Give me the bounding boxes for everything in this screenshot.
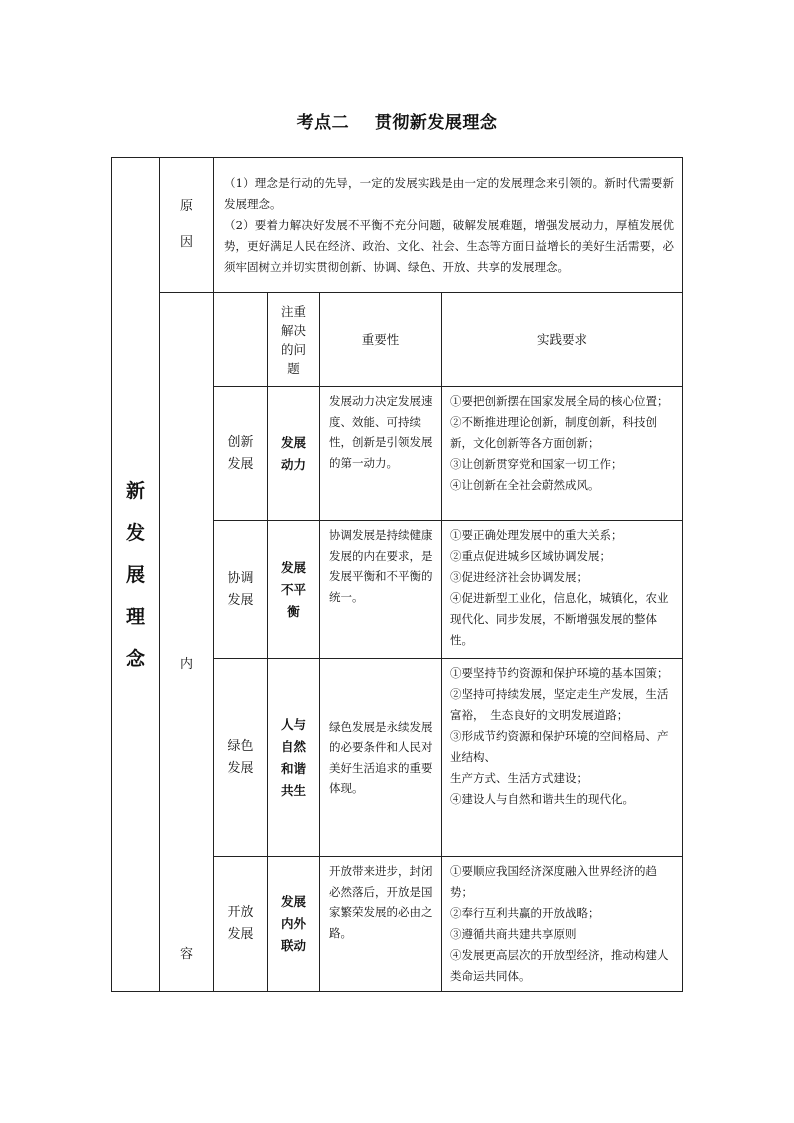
- requirement-item: ①要正确处理发展中的重大关系；: [450, 528, 623, 542]
- row-problem: [268, 387, 320, 521]
- requirement-item: ④让创新在全社会蔚然成风。: [450, 478, 600, 492]
- row-importance: 开放带来进步，封闭必然落后，开放是国家繁荣发展的必由之路。: [320, 857, 442, 992]
- row-category: [214, 659, 268, 857]
- row-importance: 发展动力决定发展速度、效能、可持续性，创新是引领发展的第一动力。: [320, 387, 442, 521]
- row-problem-text: 发展不平衡: [280, 559, 306, 619]
- vertical-label-char: 理: [125, 605, 145, 628]
- reason-label: [160, 158, 214, 293]
- header-requirements: 实践要求: [442, 293, 683, 387]
- row-category-text: 协调发展: [227, 570, 254, 608]
- requirement-item: ④发展更高层次的开放型经济，推动构建人类命运共同体。: [450, 948, 669, 983]
- reason-label-top: 原: [179, 199, 193, 214]
- new-development-concept-label: [112, 158, 160, 992]
- requirement-item: ②不断推进理论创新，制度创新，科技创新，文化创新等各方面创新；: [450, 415, 657, 450]
- concept-table: [111, 157, 683, 992]
- row-problem: [268, 857, 320, 992]
- requirement-item: ④建设人与自然和谐共生的现代化。: [450, 792, 634, 806]
- requirement-item: ②重点促进城乡区域协调发展；: [450, 549, 611, 563]
- requirement-item: ③让创新贯穿党和国家一切工作；: [450, 457, 623, 471]
- content-label-top: 内: [179, 657, 193, 672]
- row-importance: [320, 659, 442, 857]
- requirement-item: ①要顺应我国经济深度融入世界经济的趋势；: [450, 864, 657, 899]
- content-label: [160, 293, 214, 992]
- reason-label-bottom: 因: [179, 235, 193, 250]
- row-requirements: [442, 387, 683, 521]
- row-category-text: 创新发展: [227, 434, 254, 472]
- row-category: [214, 521, 268, 659]
- vertical-label-char: 念: [125, 647, 145, 670]
- header-importance: 重要性: [320, 293, 442, 387]
- requirement-item: ②奉行互利共赢的开放战略；: [450, 906, 600, 920]
- content-header-row: [112, 293, 683, 387]
- reason-row: [112, 158, 683, 293]
- requirement-item: ①要把创新摆在国家发展全局的核心位置；: [450, 394, 669, 408]
- row-category: [214, 857, 268, 992]
- requirement-item: ①要坚持节约资源和保护环境的基本国策；: [450, 666, 669, 680]
- vertical-label-char: 新: [125, 479, 145, 502]
- requirement-item: ③遵循共商共建共享原则: [450, 927, 577, 941]
- row-category-text: 绿色发展: [227, 738, 254, 776]
- row-problem: [268, 659, 320, 857]
- content-label-bottom: 容: [179, 947, 193, 962]
- header-problem: [268, 293, 320, 387]
- row-problem-text: 人与自然和谐共生: [280, 716, 306, 798]
- reason-paragraph: （2）要着力解决好发展不平衡不充分问题，破解发展难题，增强发展动力，厚植发展优势，更好满足人民在经济、政治、文化、社会、生态等方面日益增长的美好生活需要，必须牢固树立并切实贯彻创新、协调、绿色、开放、共享的发展理念。: [224, 217, 674, 274]
- requirement-item: ③促进经济社会协调发展；: [450, 570, 588, 584]
- reason-paragraph: （1）理念是行动的先导，一定的发展实践是由一定的发展理念来引领的。新时代需要新发展理念。: [224, 175, 674, 211]
- row-requirements: [442, 857, 683, 992]
- requirement-item: 生产方式、生活方式建设；: [450, 771, 588, 785]
- row-importance-text: 绿色发展是永续发展的必要条件和人民对美好生活追求的重要体现。: [329, 719, 433, 795]
- row-requirements: [442, 521, 683, 659]
- reason-text: [214, 158, 683, 293]
- requirement-item: ②坚持可持续发展，坚定走生产发展，生活富裕， 生态良好的文明发展道路；: [450, 687, 669, 722]
- row-importance: 协调发展是持续健康发展的内在要求，是发展平衡和不平衡的统一。: [320, 521, 442, 659]
- vertical-label-char: 展: [125, 563, 145, 586]
- requirement-item: ③形成节约资源和保护环境的空间格局、产业结构、: [450, 729, 669, 764]
- header-blank: [214, 293, 268, 387]
- header-problem-text: 注重解决的问题: [280, 303, 306, 376]
- row-category-text: 开放发展: [227, 905, 254, 942]
- page-title: 考点二 贯彻新发展理念: [296, 113, 498, 133]
- row-problem-text: 发展内外联动: [280, 894, 306, 953]
- row-requirements: [442, 659, 683, 857]
- row-category: [214, 387, 268, 521]
- row-problem-text: 发展动力: [280, 434, 306, 472]
- vertical-label-char: 发: [125, 521, 145, 544]
- row-problem: [268, 521, 320, 659]
- vertical-label: [112, 470, 159, 680]
- requirement-item: ④促进新型工业化，信息化，城镇化，农业现代化、同步发展，不断增强发展的整体性。: [450, 591, 669, 647]
